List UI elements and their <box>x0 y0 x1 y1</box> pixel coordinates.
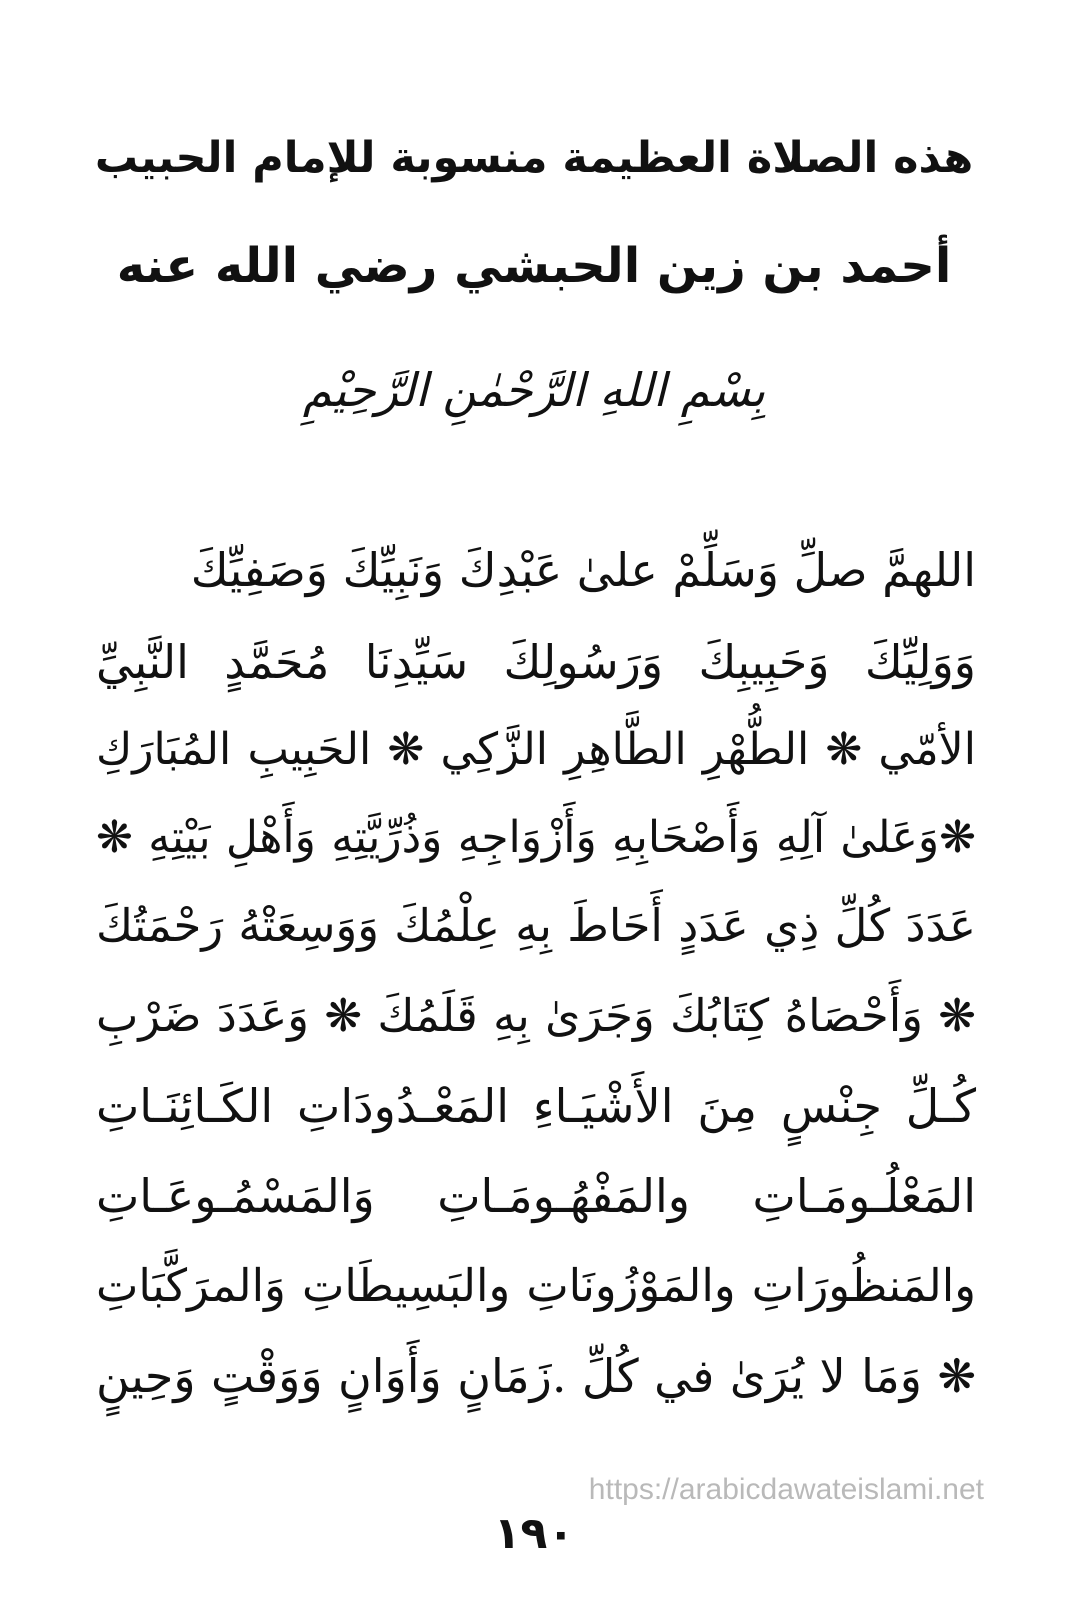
basmala-calligraphy: بِسْمِ اللهِ الرَّحْمٰنِ الرَّحِيْمِ <box>302 363 766 417</box>
text-line: المَعْلُـومَـاتِ والمَفْهُـومَـاتِ وَالمَسْمُـوعَـاتِ <box>96 1169 976 1223</box>
text-line: اللهمَّ صلِّ وَسَلِّمْ علىٰ عَبْدِكَ وَنَبِيِّكَ وَصَفِيِّكَ <box>190 543 976 597</box>
text-line: ❋وَعَلىٰ آلِهِ وَأَصْحَابِهِ وَأَزْوَاجِهِ وَذُرِّيَّتِهِ وَأَهْلِ بَيْتِهِ ❋ <box>96 812 976 863</box>
heading-line-1: هذه الصلاة العظيمة منسوبة للإمام الحبيب <box>94 133 974 183</box>
text-line: الأمّي ❋ الطُّهْرِ الطَّاهِرِ الزَّكِي ❋ الحَبِيبِ المُبَارَكِ <box>96 724 976 775</box>
page-number: ١٩٠ <box>493 1508 575 1559</box>
text-line: ❋ وَمَا لا يُرَىٰ في كُلِّ .زَمَانٍ وَأَوَانٍ وَوَقْتٍ وَحِينٍ <box>96 1349 976 1403</box>
text-line: وَوَلِيِّكَ وَحَبِيبِكَ وَرَسُولِكَ سَيِّدِنَا مُحَمَّدٍ النَّبِيِّ <box>96 635 976 689</box>
text-line: ❋ وَأَحْصَاهُ كِتَابُكَ وَجَرَىٰ بِهِ قَلَمُكَ ❋ وَعَدَدَ ضَرْبِ <box>96 989 976 1042</box>
text-line: كُـلِّ جِنْسٍ مِنَ الأَشْيَـاءِ المَعْـدُودَاتِ الكَـائِنَـاتِ <box>96 1079 976 1133</box>
text-line: والمَنظُورَاتِ والمَوْزُونَاتِ والبَسِيطَاتِ وَالمرَكَّبَاتِ <box>96 1259 976 1312</box>
text-line: عَدَدَ كُلِّ ذِي عَدَدٍ أَحَاطَ بِهِ عِلْمُكَ وَوَسِعَتْهُ رَحْمَتُكَ <box>96 899 976 952</box>
watermark-url: https://arabicdawateislami.net <box>588 1473 984 1506</box>
heading-line-2: أحمد بن زين الحبشي رضي الله عنه <box>116 238 952 294</box>
